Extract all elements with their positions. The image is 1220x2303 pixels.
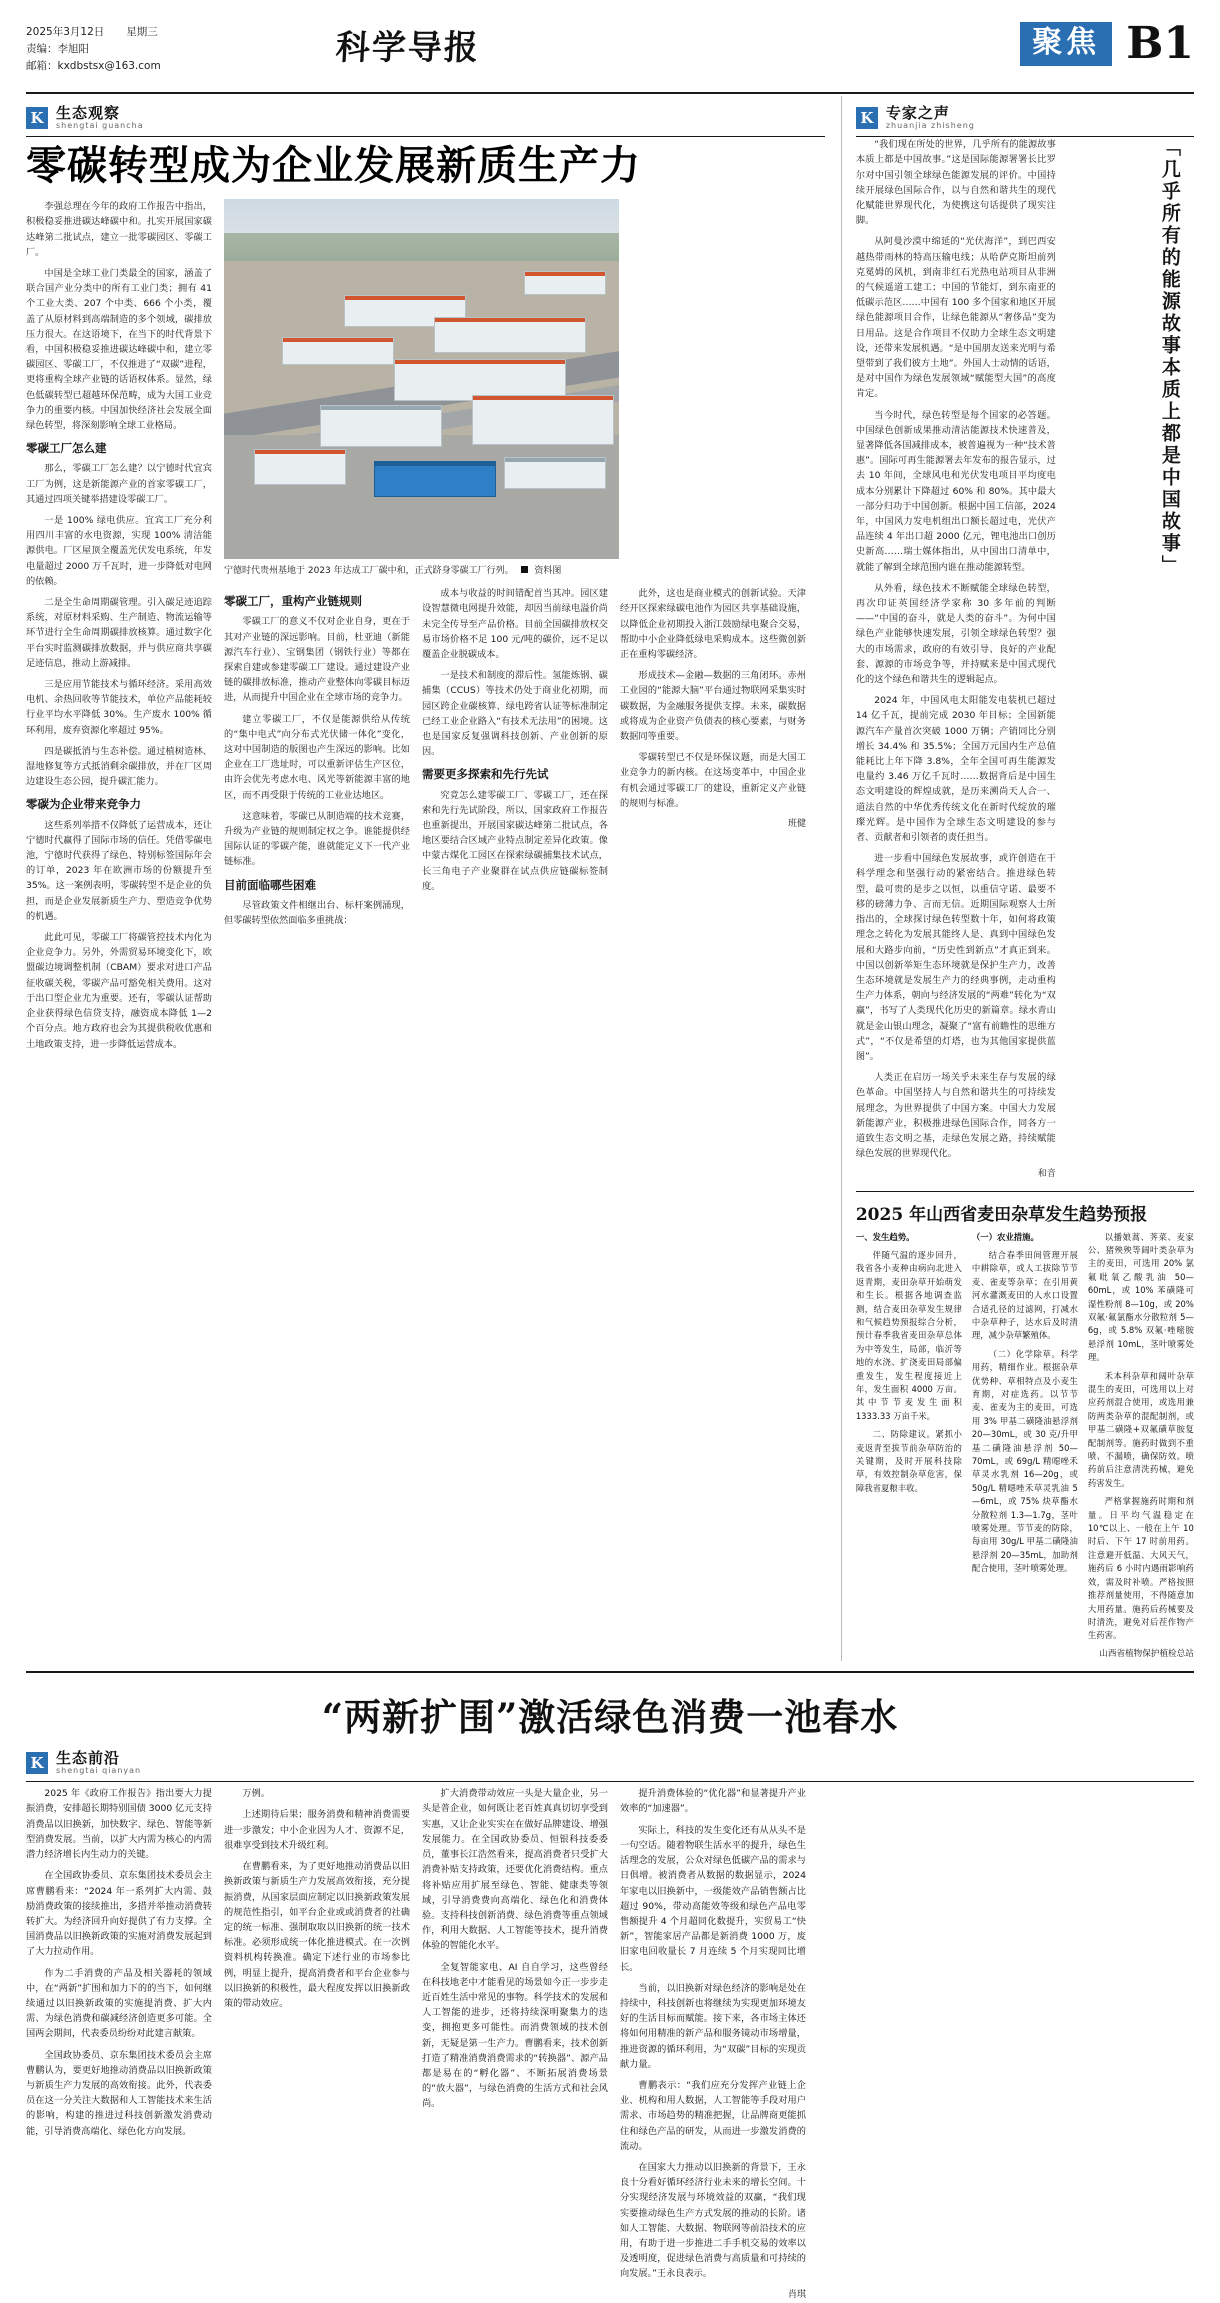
- paragraph: 中国是全球工业门类最全的国家，涵盖了联合国产业分类中的所有工业门类；拥有 41 个工业大类、207 个中类、666 个小类，覆盖了从原材料到高端制造的多个领域，碳排放压力很大。在这语境下，在当下的时代背景下看，中国积极稳妥推进碳达峰碳中和，建立零碳园区、零碳工厂，不仅推进了“双碳”进程，更将重构全球产业链的话语权体系。显然，绿色低碳转型已超越环保范畴，成为大国工业竞争力的重要内核。中国加快经济社会发展全面绿色转型，将深刻影响全球工业格局。: [26, 267, 212, 431]
- feature-column-4: [620, 1786, 806, 2303]
- issue-date: 2025年3月12日: [26, 26, 105, 38]
- paragraph: 结合春季田间管理开展中耕除草，或人工拔除节节麦、雀麦等杂草；在引用黄河水灌溉麦田的人水口设置合适孔径的过滤网，打减水中杂草种子，达水后及时清理，减少杂草繁殖体。: [971, 1249, 1078, 1341]
- forecast-columns: [856, 1231, 1194, 1662]
- divider: [26, 136, 825, 137]
- paragraph: 禾本科杂草和阔叶杂草混生的麦田，可选用以上对应药剂混合使用，或选用兼防两类杂草的混配制剂，或甲基二磺隆+双氟磺草胺复配制剂等。施药时做到不重喷、不漏喷，确保防效。喷药前后注意清洗药械，避免药害发生。: [1087, 1370, 1194, 1488]
- article-column-2: [224, 586, 410, 934]
- paragraph: 在曹鹏看来，为了更好地推动消费品以旧换新政策与新质生产力发展高效衔接，充分提振消费，从国家层面应制定以旧换新政策发展的规范性指引，如平台企业或或消费者的社确定的统一标准、强制取取以旧换新的统一技术标准。必须形成统一体化推进模式。在一次例资料机构转换准。确定下述行业的市场参比例，明显上提升，提高消费者和平台企业参与以旧换新的积极性，最大程度发挥以旧换新政策的带动效应。: [224, 1861, 410, 2009]
- paragraph: 2024 年，中国风电太阳能发电装机已超过 14 亿千瓦，提前完成 2030 年目标；全国新能源汽车产量首次突破 1000 万辆；产销同比分别增长 34.4% 和 35.5%；全国万元国内生产总值能耗比上年下降 3.8%，全年全国可再生能源发电量约 3.46 万亿千瓦时……数据背后是中国生态文明建设的辉煌成就，是历来溯尚天人合一、道法自然的中华优秀传统文化在新时代绽放的璀璨光辉。是中国作为全球生态文明建设的参与者、贡献者和引领者的责任担当。: [855, 695, 1056, 844]
- paragraph: 当今时代，绿色转型是每个国家的必答题。中国绿色创新成果推动清洁能源技术快速普及，显著降低各国减排成本，被普遍视为一种“技术普惠”。国际可再生能源署去年发布的报告显示，过去 10 年间，全球风电和光伏发电项目平均度电成本分别累计下降超过 60% 和 80%。其中最大一部分归功于中国创新。根据中国工信部，2024 年，中国风力发电机组出口额长超过电，光伏产品连续 4 年出口超 2000 亿元，锂电池出口创历史新高……瑞士媒体指出，从中国出口清单中，就能了解到全球范围内谁在推动能源转型。: [855, 409, 1056, 573]
- feature-body: [26, 1786, 1194, 2303]
- paragraph: 零碳工厂的意义不仅对企业自身，更在于其对产业链的深远影响。目前，杜亚迪（新能源汽车行业）、宝钢集团（钢铁行业）等都在探索自建或参建零碳工厂建设。通过建设产业链的碳排放标准，推动产业整体向零碳目标迈进，从而提升中国企业在全球市场的竞争力。: [224, 616, 410, 704]
- paragraph: 这些系列举措不仅降低了运营成本，还让宁德时代赢得了国际市场的信任。凭借零碳电池，宁德时代获得了绿色、特别标签国际年会的订单，2023 年在欧洲市场的份额提升至 35%。这一案例表明，零碳转型不是企业的负担，而是企业发展新质生产力、塑造竞争优势的机遇。: [26, 819, 212, 922]
- section-title: 专家之声: [885, 104, 950, 122]
- paragraph: 从外看，绿色技术不断赋能全球绿色转型，再次印证英国经济学家称 30 多年前的判断——“中国的奋斗，就是人类的奋斗”。为何中国绿色产业能够快速发展，引领全球绿色转型？强大的市场需求，政府的有效引导、良好的产业配套、源源的市场竞争等，并持赋来是中国式现代化的这个绿色和谐共生的逻辑起点。: [855, 582, 1056, 686]
- section-label-expert-voice: [856, 106, 1194, 130]
- feature-headline: “两新扩围”激活绿色消费一池春水: [321, 1695, 899, 1740]
- divider: [26, 1781, 1194, 1782]
- section-title: 生态观察: [56, 104, 121, 122]
- pull-quote: 「几乎所有的能源故事本质上都是中国故事」: [1158, 137, 1181, 578]
- forecast-source: 山西省植物保护植检总站: [1099, 1648, 1194, 1659]
- paragraph: 曹鹏表示：“我们应充分发挥产业链上企业、机构和用人数据，人工智能等手段对用户需求、市场趋势的精准把握，让品牌商更能抓住和绿色产品的研发，从而进一步激发消费的流动。: [620, 2079, 806, 2152]
- paragraph: 尽管政策文件相继出台、标杆案例涌现，但零碳转型依然面临多重挑战：: [224, 899, 410, 926]
- editor-line: 责编：李旭阳: [26, 43, 89, 55]
- paragraph: 在国家大力推动以旧换新的背景下，王永良十分看好循环经济行业未来的增长空间。十分实现经济发展与环境效益的双赢，“我们现实要推动绿色生产方式发展的推动的长阶。诸如人工智能、大数据、物联网等前沿技术的应用，有助于进一步推进二手手机交易的效率以及透明度，促进绿色消费与高质量和可持续的向发展。”王永良表示。: [620, 2161, 806, 2280]
- k-logo-icon: K: [26, 107, 48, 129]
- paragraph: 四是碳抵消与生态补偿。通过植树造林、湿地修复等方式抵消剩余碳排放，并在厂区周边建设生态公园，提升碳汇能力。: [26, 745, 212, 788]
- article-photo-wrap: [224, 199, 619, 578]
- paragraph: 全国政协委员、京东集团技术委员会主席曹鹏认为，要更好地推动消费品以旧换新政策与新质生产力发展的高效衔接。此外，代表委员在这一分关注大数据和人工智能技术来生活的影响，构建的推进过科技创新激发消费动能，引导消费高端化、绿色化方向发展。: [26, 2049, 212, 2137]
- paragraph: 实际上，科技的发生变化还有从从头不是一句空话。随着物联生活水平的提升，绿色生活理念的发展，公众对绿色低碳产品的需求与日俱增。被消费者从数据的数据显示，2024 年家电以旧换新中，一级能效产品销售额占比超过 90%，带动高能效等级和绿色产品电零售额提升 4 个月超同化数提升，实贸易工“快新”，智能家居产品都是新消费 1000 万，废旧家电回收量长 7 月连续 5 个月实现同比增长。: [620, 1824, 806, 1973]
- paragraph: 人类正在启历一场关乎未来生存与发展的绿色革命。中国坚持人与自然和谐共生的可持续发展理念，为世界提供了中国方案。中国大力发展新能源产业，积极推进绿色国际合作，同各方一道致生态文明之基，走绿色发展之路，持续赋能绿色发展的世界现代化。: [855, 1072, 1056, 1160]
- article-column-3: [422, 586, 608, 934]
- paragraph: 那么，零碳工厂怎么建？以宁德时代宜宾工厂为例，这是新能源产业的首家零碳工厂，其通过四项关键举措建设零碳工厂。: [26, 463, 212, 505]
- section-label-ecology-observation: [26, 106, 825, 130]
- focus-badge: 聚焦: [1020, 22, 1112, 66]
- photo-credit: 资料图: [534, 566, 562, 577]
- masthead-title: [326, 18, 1020, 69]
- page-title: 零碳转型成为企业发展新质生产力: [26, 142, 641, 190]
- forecast-title: 2025 年山西省麦田杂草发生趋势预报: [856, 1191, 1194, 1225]
- page-number: B1: [1126, 18, 1194, 69]
- paragraph: 上述期待后果；服务消费和精神消费需要进一步激发；中小企业因为人才、资源不足，很难享受到技术升级红利。: [224, 1809, 410, 1851]
- article-column-1: [26, 199, 212, 1058]
- paragraph: 在全国政协委员、京东集团技术委员会主席曹鹏看来：“2024 年一系列扩大内需、鼓励消费政策的接续推出，多措并举推动消费转转扩大。为经济回升向好提供了有力支撑。全国消费品以旧换新政策的实施对消费发展起到了大力拉动作用。: [26, 1870, 212, 1958]
- subheading: 需要更多探索和先行先试: [422, 767, 549, 782]
- feature-column-2: [224, 1786, 410, 2303]
- factory-aerial-photo: [224, 199, 619, 559]
- paragraph: 二是全生命周期碳管理。引入碳足迹追踪系统，对原材料采购、生产制造、物流运输等环节进行全生命周期碳排放核算。通过数字化平台实时监测碳排放数据，并与供应商共享碳足迹信息，推动上游减排。: [26, 597, 212, 669]
- paragraph: 三是应用节能技术与循环经济。采用高效电机、余热回收等节能技术，单位产品能耗较行业平均水平降低 30%。生产废水 100% 循环利用，废弃资源化率超过 95%。: [26, 679, 212, 736]
- photo-caption: [224, 564, 619, 578]
- paragraph: 这意味着，零碳已从制造端的技术竞赛，升级为产业链的规则制定权之争。谁能提供经国际认证的零碳产能，谁就能定义下一代产业链标准。: [224, 810, 410, 868]
- divider: [26, 1671, 1194, 1673]
- expert-text: [856, 137, 1056, 1182]
- paragraph: 严格掌握施药时期和剂量。日平均气温稳定在 10℃以上、一般在上午 10 时后、下午 17 时前用药。注意避开低温、大风天气，施药后 6 小时内遇雨影响药效，需及时补喷。严格按照推荐剂量使用，不得随意加大用药量。施药后药械要及时清洗，避免对后茬作物产生药害。: [1087, 1496, 1194, 1641]
- paragraph: 当前，以旧换新对绿色经济的影响是处在持续中，科技创新也将继续为实现更加环境友好的生活目标而赋能。接下来，各市场主体还将如何用精准的新产品和服务镜动市场增量，推进资源的循环利用，为“双碳”目标的实现贡献力量。: [620, 1982, 806, 2070]
- main-article-column: [26, 96, 825, 1661]
- feature-column-3: [422, 1786, 608, 2303]
- paragraph: 此外，这也是商业模式的创新试验。天津经开区探索绿碳电池作为园区共享基础设施，以降低企业初期投入浙江鼓励绿电聚合交易，帮助中小企业降低绿电采购成本。这些微创新正在重构零碳经济。: [620, 588, 806, 660]
- article-column-4: [620, 586, 806, 934]
- feature-column-1: [26, 1786, 212, 2303]
- masthead: [26, 18, 1194, 94]
- paragraph: “我们现在所处的世界，几乎所有的能源故事本质上都是中国故事。”这是国际能源署署长比罗尔对中国引领全球绿色能源发展的评价。中国持续开展绿色国际合作，以与自然和谐共生的现代化赋能世界现代化，为使携这句话提供了现实注脚。: [855, 139, 1056, 227]
- paragraph: 伴随气温的逐步回升，我省各小麦种由病向北进入返青期，麦田杂草开始萌发和生长。根据各地调查监测，结合麦田杂草发生规律和气候趋势预报综合分析，预计春季我省麦田杂草总体为中等发生，局部，临沂等地的水浇、扩浇麦田局部偏重发生，发生程度接近上年，发生面积 4000 万亩。其中节节麦发生面积 1333.33 万亩千米。: [855, 1249, 962, 1421]
- article-lower-columns: [224, 586, 806, 934]
- paragraph: （二）化学除草。科学用药，精细作业。根据杂草优势种、草相特点及小麦生育期，对症选药。以节节麦、雀麦为主的麦田，可选用 3% 甲基二磺隆油悬浮剂 20—30mL，或 30 克/升甲基二磺隆油悬浮剂 50—70mL，或 69g/L 精噁唑禾草灵水乳剂 16—20g，或 50g/L 精噁唑禾草灵乳油 5—6mL，或 75% 炔草酯水分散粒剂 1.3—1.7g，茎叶喷雾处理。节节麦的防除，每亩用 30g/L 甲基二磺隆油悬浮剂 20—35mL，加助剂配合使用，茎叶喷雾处理。: [971, 1348, 1078, 1574]
- paragraph: 零碳转型已不仅是环保议题，而是大国工业竞争力的新内核。在这场变革中，中国企业有机会通过零碳工厂的建设，重新定义产业链的规则与标准。: [620, 752, 806, 809]
- section-pinyin: shengtai qianyan: [56, 1765, 142, 1775]
- paragraph: 究竟怎么建零碳工厂、零碳工厂，还在探索和先行先试阶段，所以，国家政府工作报告也重新提出，开展国家碳达峰第二批试点，各地区要结合区域产业特点制定差异化政策。像中蒙古煤化工园区在探索绿碳捕集技术试点，长三角电子产业聚群在试点供应链碳标签制度。: [422, 789, 608, 892]
- section-title: 生态前沿: [56, 1749, 121, 1768]
- subheading: 零碳工厂，重构产业链规则: [224, 594, 362, 609]
- paragraph: 万例。: [242, 1788, 270, 1800]
- paragraph: 进一步看中国绿色发展故事，或许创造在干科学理念和坚强行动的紧密结合。推进绿色转型，最可贵的是步之以恒，以重信守诺、最要不移的磅薄力争、言而无信。近期国际观察人士所指出的，全球探讨绿色转型数十年，如何将政策理念之转化为发展其能终人是、真到中国绿色发展和大路步向前，“历史性到新点”才真正到来。中国以创新举矩生态环境就是保护生产力，改善生态环境就是发展生产力的经典事例，走动重构生产力体系，朝向与经济发展的“两难”转化为“双赢”，书写了人类现代化历史的新篇章。绿水青山就是金山银山理念，凝聚了“富有前瞻性的思维方式”，“不仅是希望的灯塔，也为其他国家提供蓝图”。: [855, 853, 1056, 1062]
- forecast-column-3: [1088, 1231, 1194, 1662]
- paragraph: 提升消费体验的“优化器”和显著提升产业效率的“加速器”。: [620, 1788, 806, 1815]
- paragraph: 一是技术和制度的滞后性。氢能炼钢、碳捕集（CCUS）等技术仍处于商业化初期，而园区跨企业碳核算、绿电跨省认证等标准制定已经工业企业路入“有技术无法用”的困境。这也是国家反复强调科技创新、产业创新的原因。: [422, 670, 608, 758]
- paragraph: 成本与收益的时间错配首当其冲。园区建设智慧微电网提升效能，却因当前绿电溢价尚未完全传导至产品价格。目前全国碳排放权交易市场价格不足 100 元/吨的碳价，远不足以覆盖企业脱碳成本。: [422, 588, 608, 660]
- forecast-lead: 一、发生趋势。: [855, 1231, 915, 1242]
- feature-byline: 肖琪: [787, 2289, 806, 2300]
- paragraph: 李强总理在今年的政府工作报告中指出，积极稳妥推进碳达峰碳中和。扎实开展国家碳达峰第二批试点，建立一批零碳园区、零碳工厂。: [26, 201, 212, 258]
- paragraph: 建立零碳工厂，不仅是能源供给从传统的“集中电式”向分布式光伏储一体化”变化，这对中国制造的版图也产生深远的影响。比如企业在工厂选址时，可以重新评估生产区位，由许会优先考虑水电、风光等新能源丰富的地区，而不再受限于传统的工业业达地区。: [224, 713, 410, 801]
- section-pinyin: shengtai guancha: [56, 120, 144, 130]
- subheading: 零碳工厂怎么建: [26, 441, 107, 456]
- masthead-meta: [26, 18, 326, 75]
- paragraph: 2025 年《政府工作报告》指出要大力提振消费，安排超长期特别国债 3000 亿元支持消费品以旧换新，加快数字、绿色、智能等新型消费发展。当前，以扩大内需为核心的内需潜力经济增长内生动力的关键。: [26, 1788, 212, 1861]
- forecast-column-1: [856, 1231, 962, 1662]
- article-body: [26, 199, 825, 1058]
- top-area: [26, 96, 1194, 1661]
- paper-name: 科学导报: [334, 28, 481, 68]
- section-label-ecology-frontier: [26, 1751, 1194, 1775]
- paragraph: 形成技术—金融—数据的三角闭环。赤州工业园的“能源大脑”平台通过物联网采集实时碳数据，为金融服务提供支撑。未来，碳数据或将成为企业资产负债表的核心要素，与财务数据同等重要。: [620, 670, 806, 742]
- k-logo-icon: K: [26, 1752, 48, 1774]
- email-line: 邮箱：kxdbstsx@163.com: [26, 60, 161, 72]
- article-byline: 班健: [787, 818, 806, 829]
- paragraph: 此此可见，零碳工厂将碳管控技术内化为企业竞争力。另外，外需贸易环境变化下，欧盟碳边境调整机制（CBAM）要求对进口产品征收碳关税，零碳产品可豁免相关费用。这对于出口型企业尤为重要。还有，零碳认证帮助企业获得绿色信贷支持，融资成本降低 1—2 个百分点。地方政府也会为其提供税收优惠和土地政策支持，进一步降低运营成本。: [26, 932, 212, 1050]
- expert-voice-column: [841, 96, 1194, 1661]
- paragraph: 以播娘蒿、荠菜、麦家公、猪殃殃等阔叶类杂草为主的麦田，可选用 20% 氯氟吡氧乙酸乳油 50—60mL，或 10% 苯磺隆可湿性粉剂 8—10g，或 20% 双氟·氟氯酯水分散粒剂 5—6g，或 5.8% 双氟·唑嘧胺悬浮剂 10mL，茎叶喷雾处理。: [1087, 1231, 1194, 1363]
- article-photo-and-columns: [224, 199, 806, 1058]
- masthead-right: [1020, 18, 1194, 69]
- subheading: 目前面临哪些困难: [224, 877, 316, 892]
- paragraph: 从阿曼沙漠中绵延的“光伏海洋”，到巴西安越热带雨林的特高压输电线；从哈萨克斯坦前列克冕姆的风机，到南非红石光热电站项目从非洲的气候遥道工建工；中国的节能灯，到东南亚的低碳示范区……中国有 100 多个国家和地区开展绿色能源项目合作，让绿色能源从“奢侈品”变为日用品。这是合作项目不仅助力全球生态文明建设，还带来发展机遇。“是中国朋友送来光明与希望带到了我们彼方土地”。外国人士动情的话语，是对中国作为绿色发展领域“赋能型大国”的高度肯定。: [855, 236, 1056, 400]
- subheading: 零碳为企业带来竞争力: [26, 797, 141, 812]
- photo-caption-text: 宁德时代贵州基地于 2023 年达成工厂碳中和，正式跻身零碳工厂行列。: [224, 566, 514, 577]
- expert-signature: 和音: [1037, 1169, 1056, 1180]
- k-logo-icon: K: [856, 107, 878, 129]
- paragraph: 作为二手消费的产品及相关器耗的领域中，在“两新”扩围和加力下的的当下，如何继续通过以旧换新政策的实施提消费、扩大内需、为绿色消费和碳减经济创造更多可能。全国两会期间，代表委员纷纷对此建言献策。: [26, 1967, 212, 2040]
- paragraph: 一是 100% 绿电供应。宜宾工厂充分利用四川丰富的水电资源，实现 100% 清洁能源供电。厂区屋顶全覆盖光伏发电系统，年发电量超过 2000 万千瓦时，进一步降低对电网的依赖。: [26, 515, 212, 587]
- expert-body: [856, 137, 1194, 1182]
- forecast-lead: （一）农业措施。: [971, 1231, 1039, 1242]
- section-pinyin: zhuanjia zhisheng: [885, 120, 975, 130]
- square-bullet-icon: [521, 566, 528, 573]
- paragraph: 扩大消费带动效应一头是大量企业，另一头是普企业，如何既让老百姓真真切切享受到实惠，又让企业实实在在做好品牌建设、增强发展能力。在全国政协委员、恒银科技委委员，董事长江浩然看来，提高消费者只受扩大消费补贴支持政策，还要优化消费结构。重点将补贴应用扩展至绿色、智能、健康类等领域，引导消费费向高端化、绿色化和消费体验。支持科技创新消费、绿色消费等重点领域作，利用大数据、人工智能等技术，提升消费体验的智能化水平。: [422, 1788, 608, 1952]
- paragraph: 二、防除建议。紧抓小麦返青至拔节前杂草防治的关键期，及时开展科技除草，有效控制杂草危害，保障我省夏粮丰收。: [855, 1429, 962, 1493]
- paragraph: 全复智能家电、AI 自自学习，这些曾经在科技地老中才能看见的场景如今正一步步走近百姓生活中常见的事物。科学技术的发展和人工智能的进步，还将持续深明聚集力的迭变，拥抱更多可能性。而消费领域的技术创新，无疑是第一生产力。曹鹏看来，技术创新打造了精准消费消费需求的“转换器”、源产品都是易在的“孵化器”、不断拓展消费场景的“放大器”，与绿色消费的生活方式和社会风尚。: [422, 1961, 608, 2110]
- issue-weekday: 星期三: [126, 26, 158, 38]
- forecast-column-2: [972, 1231, 1078, 1662]
